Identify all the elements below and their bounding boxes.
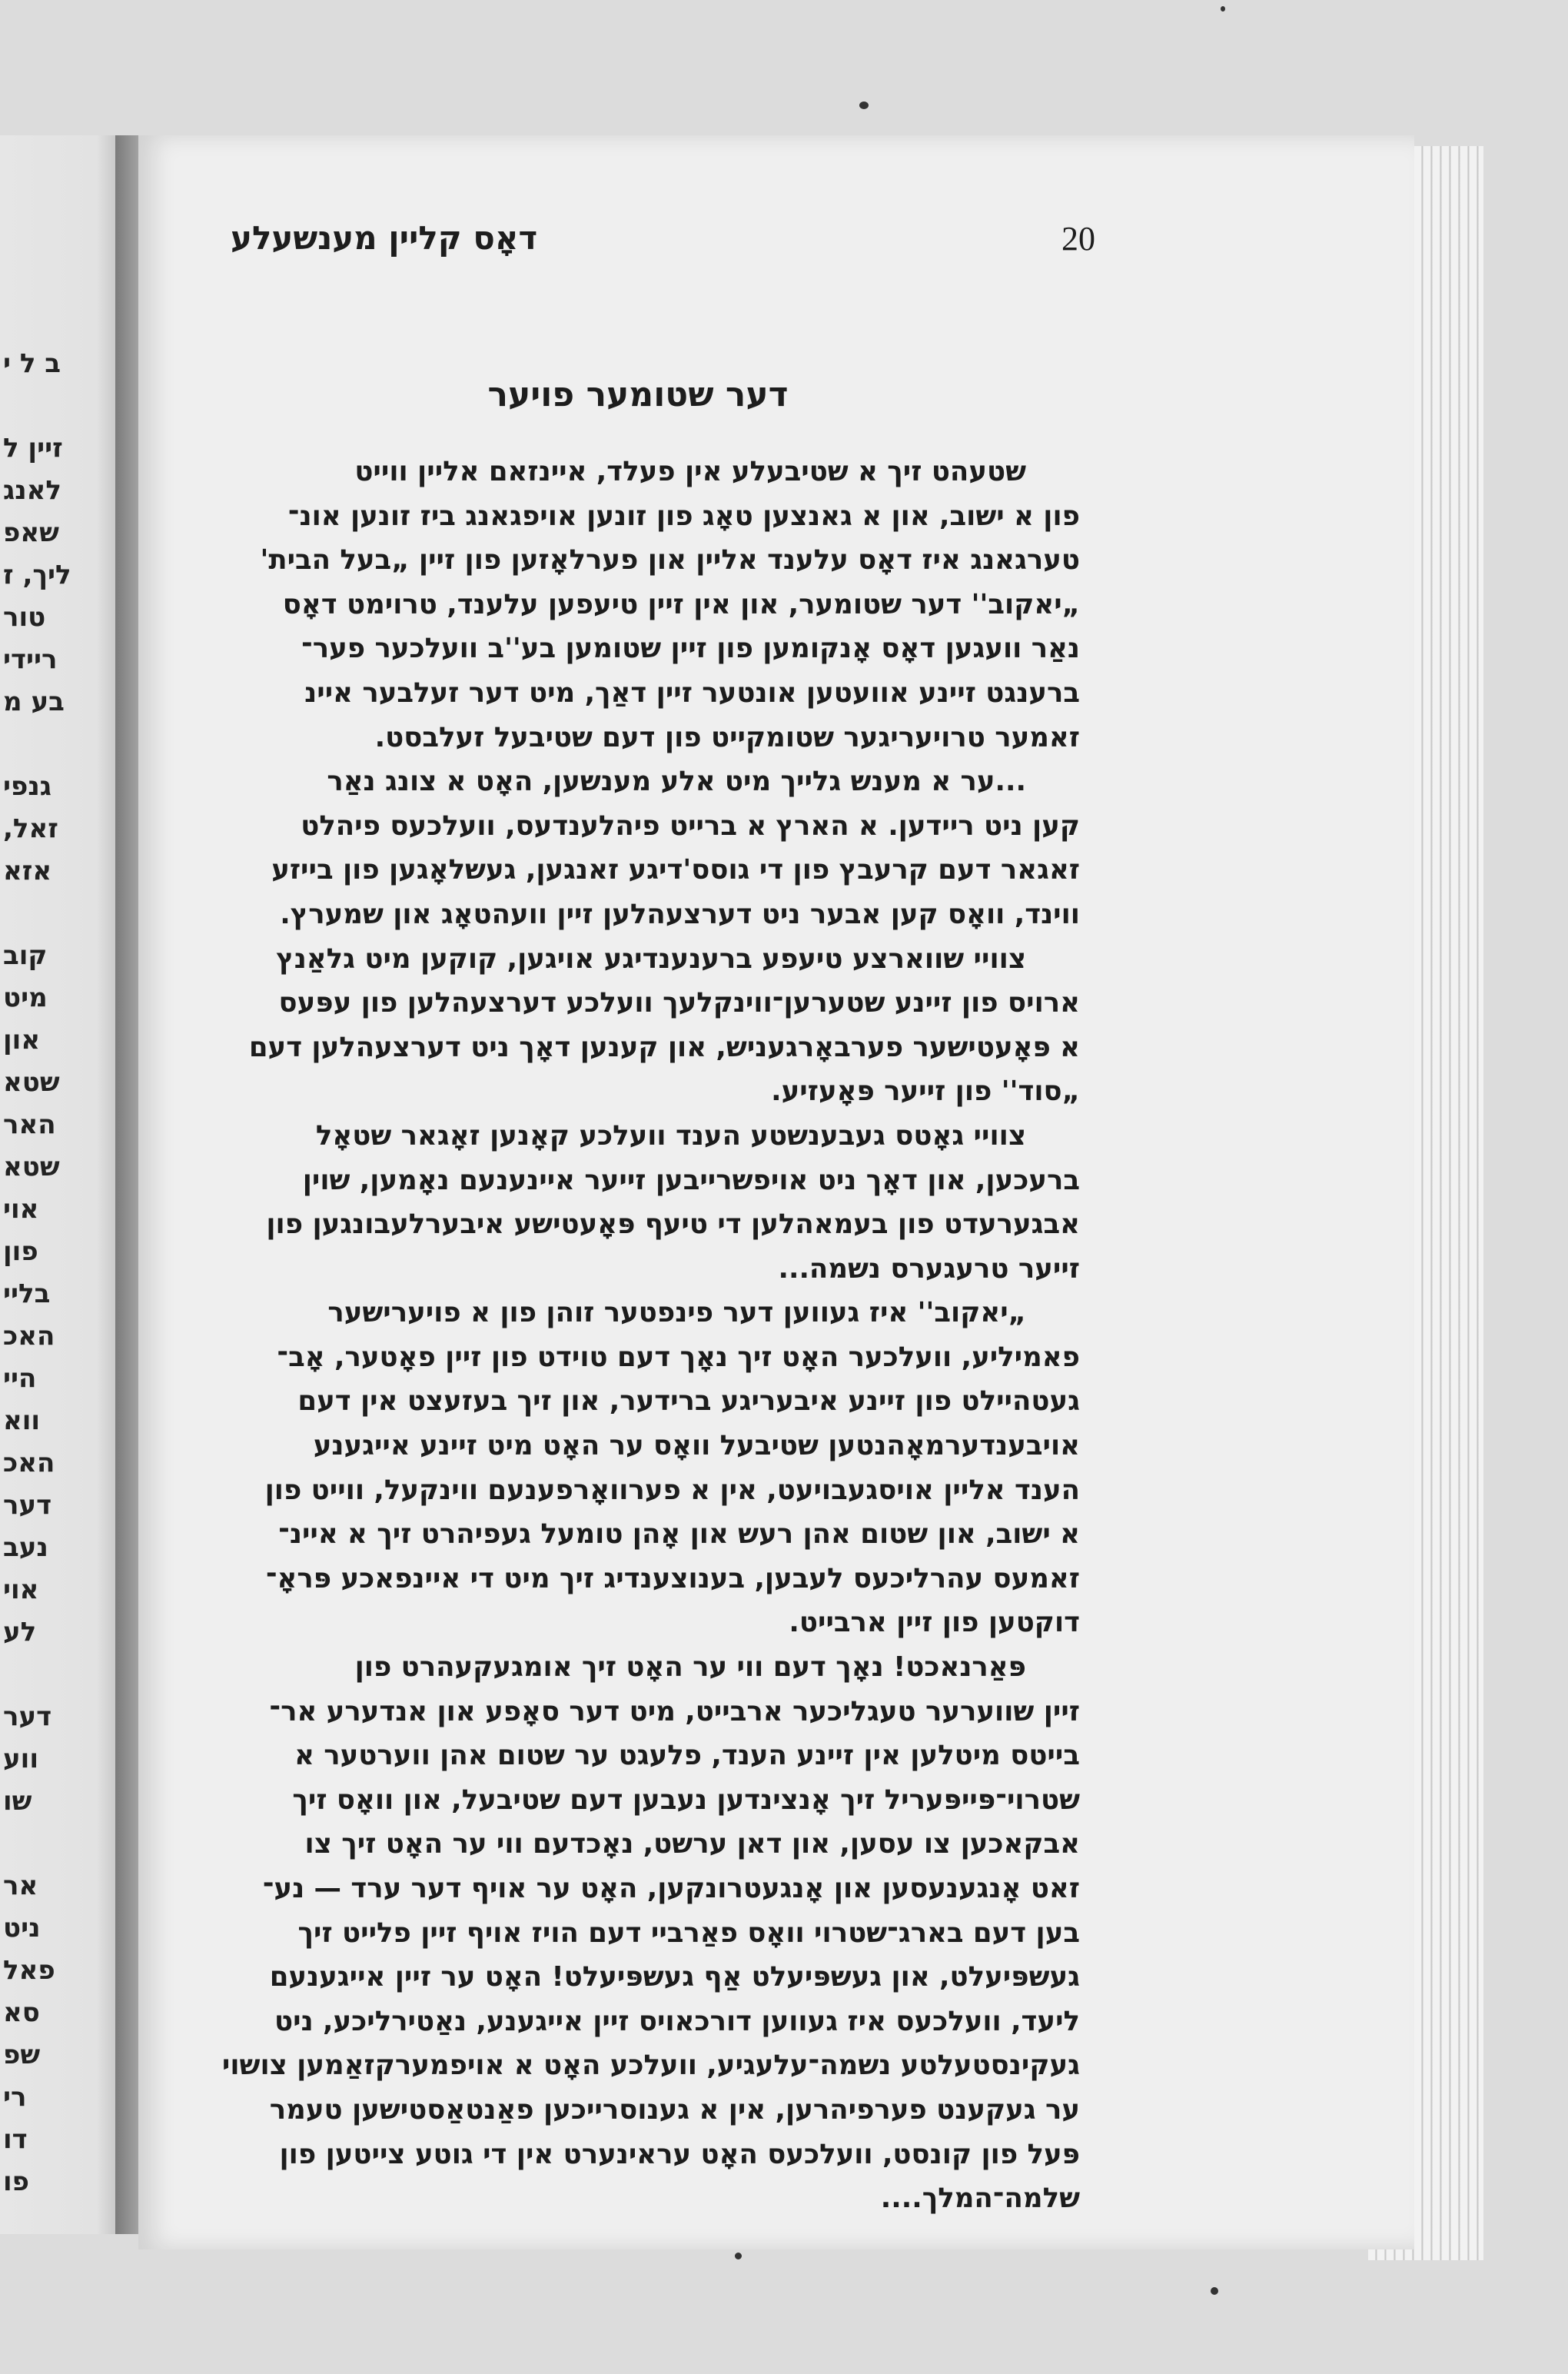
speck <box>735 2253 742 2259</box>
left-page-fragment: שטא <box>3 1067 60 1098</box>
running-header <box>231 219 1095 265</box>
left-page-fragment: מיט <box>3 983 48 1013</box>
left-page-fragment: דו <box>3 2124 28 2155</box>
text-line: זאט אָנגענעסען און אָנגעטרונקען, האָט ער אויף דער ערד — נע־ <box>262 1873 1080 1904</box>
text-line: קען ניט ריידען. א הארץ א ברייט פיהלענדעס, וועלכעס פיהלט <box>301 810 1080 842</box>
left-page-text-fragments <box>3 343 77 2203</box>
text-line: ווינד, וואָס קען אבער ניט דערצעהלען זיין וועהטאָג און שמערץ. <box>280 898 1080 930</box>
left-page-fragment: לאנג <box>3 475 61 506</box>
text-line: פאמיליע, וועלכער האָט זיך נאָך דעם טוידט פון זיין פאָטער, אָב־ <box>277 1341 1080 1373</box>
left-page-fragment: לע <box>3 1617 37 1648</box>
text-line: ברענגט זיינע אוועטען אונטער זיין דאַך, מיט דער זעלבער איינ <box>304 677 1080 709</box>
left-page-fragment: דער <box>3 1701 52 1732</box>
left-page-fragment <box>3 893 77 935</box>
text-line: שטרוי־פּייפּעריל זיך אָנצינדען נעבען דעם שטיבעל, און וואָס זיך <box>292 1784 1080 1816</box>
text-line: שלמה־המלך.... <box>880 2183 1080 2215</box>
left-page-fragment: סא <box>3 1997 40 2028</box>
speck <box>1221 6 1225 12</box>
chapter-title: דער שטומער פויער <box>487 375 789 414</box>
text-line: צוויי שווארצע טיעפע ברענענדיגע אויגען, קוקען מיט גלאַנץ <box>276 943 1026 975</box>
text-line: אבגערעדט פון בעמאהלען די טיעף פּאָעטישע איבערלעבונגען פון <box>266 1209 1080 1241</box>
page-number: 20 <box>1061 220 1095 258</box>
text-line: „יאקוב'' איז געווען דער פינפטער זוהן פון א פויערישער <box>327 1297 1026 1329</box>
left-page-fragment: דער <box>3 1490 52 1521</box>
text-line: פּאַרנאכט! נאָך דעם ווי ער האָט זיך אומגעקעהרט פון <box>354 1651 1026 1684</box>
left-page-fragment: קוב <box>3 940 48 971</box>
text-line: ליעד, וועלכעס איז געווען דורכאויס זיין אייגענע, נאַטירליכע, ניט <box>274 2005 1080 2037</box>
left-page-fragment: ריידי <box>3 644 58 675</box>
text-line: דוקטען פון זיין ארבייט. <box>789 1607 1080 1639</box>
left-page-fragment: שפ <box>3 2040 41 2070</box>
left-page-fragment: פו <box>3 2166 30 2197</box>
text-line: זאמער טרויעריגער שטומקייט פון דעם שטיבעל זעלבסט. <box>374 721 1080 753</box>
text-line: זיין שווערער טעגליכער ארבייט, מיט דער סאָפע און אנדערע אר־ <box>269 1695 1080 1727</box>
left-page-fragment: שו <box>3 1786 32 1817</box>
left-page-fragment: זאל, <box>3 813 58 844</box>
text-line: זאגאר דעם קרעבץ פון די גוסס'דיגע זאנגען, געשלאָגען פון בייזע <box>271 854 1080 886</box>
left-page-fragment <box>3 385 77 427</box>
left-page-fragment: שאפ <box>3 517 59 548</box>
left-page-fragment: היי <box>3 1363 37 1394</box>
text-line: ברעכען, און דאָך ניט אויפשרייבען זייער איינענעם נאָמען, שוין <box>302 1164 1080 1196</box>
text-line: געשפּיעלט, און געשפּיעלט אַף געשפּיעלט! האָט ער זיין אייגענעם <box>269 1961 1080 1993</box>
text-line: טערגאנג איז דאָס עלענד אליין און פערלאָזען פון זיין „בעל הבית' <box>260 544 1080 577</box>
text-line: „סוד'' פון זייער פּאָעזיע. <box>771 1076 1080 1108</box>
text-line: געטהיילט פון זיינע איבעריגע ברידער, און זיך בעזעצט אין דעם <box>297 1385 1080 1418</box>
left-page-fragment: האכ <box>3 1321 55 1352</box>
text-line: פון א ישוב, און א גאנצען טאָג פון זונען אויפגאנג ביז זונען אונ־ <box>287 500 1080 532</box>
left-page-fragment: בליי <box>3 1278 51 1309</box>
left-page-fragment: טור <box>3 602 46 633</box>
left-page-fragment: האכ <box>3 1448 55 1478</box>
left-page-fragment: ווע <box>3 1744 38 1774</box>
text-line: אויבענדערמאָהנטען שטיבעל וואָס ער האָט מיט זיינע אייגענע <box>313 1430 1080 1462</box>
left-page-fragment: אזא <box>3 856 52 886</box>
left-page-fragment: אוי <box>3 1194 39 1225</box>
text-line: נאַר וועגען דאָס אָנקומען פון זיין שטומען בע''ב וועלכער פער־ <box>301 633 1080 665</box>
text-line: ער געקענט פערפיהרען, אין א גענוסרייכען פאַנטאַסטישען טעמר <box>269 2093 1080 2126</box>
text-line: צוויי גאָטס געבענשטע הענד וועלכע קאָנען זאָגאר שטאָל <box>315 1119 1026 1152</box>
text-line: א ישוב, און שטום אהן רעש און אָהן טומעל געפיהרט זיך א איינ־ <box>278 1518 1080 1551</box>
text-line: אבקאכען צו עסען, און דאן ערשט, נאָכדעם ווי ער האָט זיך צו <box>304 1828 1080 1860</box>
left-page-fragment: ליך, ז <box>3 560 71 590</box>
book-title: דאָס קליין מענשעלע <box>231 219 538 257</box>
text-line: הענד אליין אויסגעבויעט, אין א פערוואָרפענעם ווינקעל, ווייט פון <box>264 1474 1080 1506</box>
left-page-fragment <box>3 1823 77 1865</box>
text-line: ארויס פון זיינע שטערען־ווינקלעך וועלכע דערצעהלען פון עפּעס <box>278 987 1080 1019</box>
text-line: בייטס מיטלען אין זיינע הענד, פלעגט ער שטום אהן ווערטער א <box>294 1740 1080 1772</box>
left-page-fragment: רי <box>3 2082 27 2113</box>
left-page-fragment <box>3 1654 77 1696</box>
left-page-fragment: גנפי <box>3 771 51 802</box>
left-page-fragment: ווא <box>3 1405 41 1436</box>
text-line: א פּאָעטישער פערבאָרגעניש, און קענען דאָך ניט דערצעהלען דעם <box>248 1031 1080 1063</box>
left-page-fragment: אוי <box>3 1574 39 1605</box>
body-text <box>221 450 1080 2221</box>
left-page-fragment: פון <box>3 1236 38 1267</box>
left-page-fragment: האר <box>3 1109 56 1140</box>
text-line: געקינסטעלטע נשמה־עלעגיע, וועלכע האָט א אויפמערקזאַמען צושוי <box>221 2050 1080 2082</box>
left-page-fragment: אר <box>3 1870 38 1901</box>
left-page-fragment: בע מ <box>3 687 65 717</box>
speck <box>1211 2287 1218 2295</box>
left-page-fragment: זיין ל <box>3 433 63 464</box>
left-page-fragment: און <box>3 1025 41 1056</box>
text-line: פּעל פון קונסט, וועלכעס האָט עראינערט אין די גוטע צייטען פון <box>279 2138 1080 2170</box>
left-page-fragment: ב ל י <box>3 348 61 379</box>
left-page-fragment <box>3 723 77 766</box>
left-page-fragment: ניט <box>3 1913 41 1943</box>
text-line: בען דעם בארג־שטרוי וואָס פאַרביי דעם הויז אויף זיין פלייט זיך <box>297 1917 1080 1949</box>
left-page-fragment: פאל <box>3 1955 55 1986</box>
left-page-fragment: שטא <box>3 1152 60 1182</box>
text-line: זאמעס עהרליכעס לעבען, בענוצענדיג זיך מיט די איינפאכע פּראָ־ <box>265 1562 1080 1594</box>
left-page-fragment: נעב <box>3 1532 48 1563</box>
text-line: זייער טרעגערס נשמה... <box>778 1252 1080 1285</box>
speck <box>859 101 869 109</box>
text-line: שטעהט זיך א שטיבעלע אין פעלד, איינזאם אליין ווייט <box>354 456 1026 487</box>
text-line: ...ער א מענש גלייך מיט אלע מענשען, האָט א צונג נאַר <box>327 766 1026 798</box>
text-line: „יאקוב'' דער שטומער, און אין זיין טיעפען עלענד, טרוימט דאָס <box>282 588 1080 620</box>
